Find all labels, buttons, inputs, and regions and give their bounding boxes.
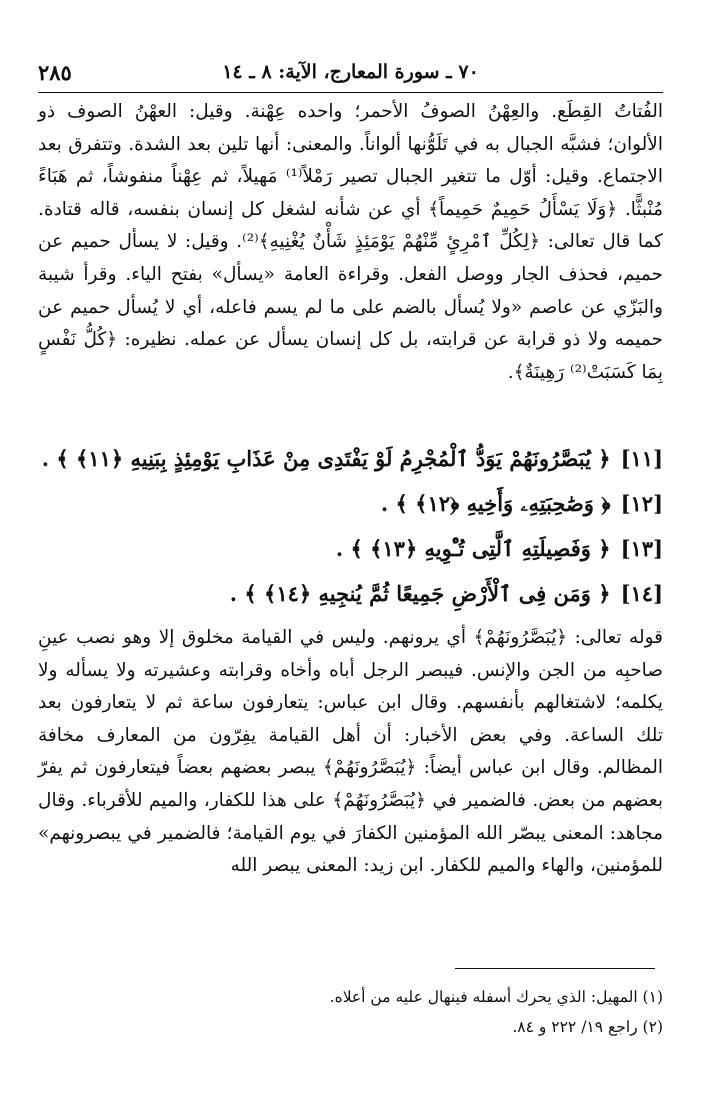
body-paragraph	[38, 96, 663, 389]
commentary	[38, 622, 663, 883]
verse-line	[38, 526, 663, 571]
commentary-text: قوله تعالى: ﴿يُبَصَّرُونَهُمْ﴾ أي يرونهم. وليس في القيامة مخلوق إلا وهو نصب عينِ صاحبِه من الجن والإنس. فيبصر الرجل أباه وأخاه وقرابته وعشيرته ولا يسأله ولا يكلمه؛ لاشتغالهم بأنفسهم. وقال ابن عباس: يتعارفون ساعة ثم لا يتعارفون بعد تلك الساعة. وفي بعض الأخبار: أن أهل القيامة يفِرّون من المعارف مخافة المظالم. وقال ابن عباس أيضاً: ﴿يُبَصَّرُونَهُمْ﴾ يبصر بعضهم بعضاً فيتعارفون ثم يفرّ بعضهم من بعض. فالضمير في ﴿يُبَصَّرُونَهُمْ﴾ على هذا للكفار، والميم للأقرباء. وقال مجاهد: المعنى يبصّر الله المؤمنين الكفارَ في يوم القيامة؛ فالضمير في يبصرونهم» للمؤمنين، والهاء والميم للكفار. ابن زيد: المعنى يبصر الله	[38, 627, 663, 877]
verse-line	[38, 481, 663, 526]
verse-line	[38, 436, 663, 481]
verse-text: ﴿ وَفَصِيلَتِهِ ٱلَّتِى تُـْٔوِيهِ ﴿١٣﴾ ﴾ .	[335, 536, 611, 561]
page-number: ٢٨٥	[38, 60, 72, 85]
body-paragraph-text: الفُتاتُ القِطَع. والعِهْنُ الصوفُ الأحمر؛ واحده عِهْنة. وقيل: العهْنُ الصوف ذو الألوان؛ فشبَّه الجبال به في تَلَوُّنها ألواناً. والمعنى: أنها تلين بعد الشدة. وتتفرق بعد الاجتماع. وقيل: أوّل ما تتغير الجبال تصير رَمْلاً⁽¹⁾ مَهيلاً، ثم عِهْناً منفوشاً، ثم هَبَاءً مُنْبثًّا. ﴿وَلَا يَسْأَلُ حَمِيمٌ حَمِيماً﴾ أي عن شأنه لشغل كل إنسان بنفسه، قاله قتادة. كما قال تعالى: ﴿لِكُلِّ ٱمْرِئٍ مِّنْهُمْ يَوْمَئِذٍ شَأْنٌ يُغْنِيهِ﴾⁽²⁾. وقيل: لا يسأل حميم عن حميم، فحذف الجار ووصل الفعل. وقراءة العامة «يسأل» بفتح الياء. وقرأ شيبة والبَزّي عن عاصم «ولا يُسأل بالضم على ما لم يسم فاعله، أي لا يُسأل حميم عن حميمه ولا ذو قرابة عن قرابته، بل كل إنسان يسأل عن عمله. نظيره: ﴿كُلُّ نَفْسٍ بِمَا كَسَبَتْ⁽²⁾ رَهِينَةٌ﴾.	[38, 101, 663, 383]
verse-text: ﴿ يُبَصَّرُونَهُمْ يَوَدُّ ٱلْمُجْرِمُ لَوْ يَفْتَدِى مِنْ عَذَابِ يَوْمِئِذٍ بِبَنِيهِ ﴿١١﴾ ﴾ .	[41, 446, 611, 471]
verse-number: [١٢]	[620, 491, 663, 516]
verse-text: ﴿ وَمَن فِى ٱلْأَرْضِ جَمِيعًا ثُمَّ يُنجِيهِ ﴿١٤﴾ ﴾ .	[229, 581, 611, 606]
verse-text: ﴿ وَصَٰحِبَتِهِۦ وَأَخِيهِ ﴿١٢﴾ ﴾ .	[380, 491, 611, 516]
verse-number: [١٤]	[620, 581, 663, 606]
page-header	[38, 52, 663, 93]
verse-line	[38, 571, 663, 616]
footnote-2: (٢) راجع ١٩/ ٢٢٢ و ٨٤.	[512, 1018, 663, 1036]
footnote-divider	[455, 968, 655, 969]
footnotes	[38, 982, 663, 1042]
verse-number: [١٣]	[620, 536, 663, 561]
verse-number: [١١]	[620, 446, 663, 471]
footnote-1: (١) المهيل: الذي يحرك أسفله فينهال عليه من أعلاه.	[329, 988, 663, 1006]
quran-verses	[38, 436, 663, 616]
running-head: ٧٠ ـ سورة المعارج، الآية: ٨ ـ ١٤	[222, 61, 479, 83]
